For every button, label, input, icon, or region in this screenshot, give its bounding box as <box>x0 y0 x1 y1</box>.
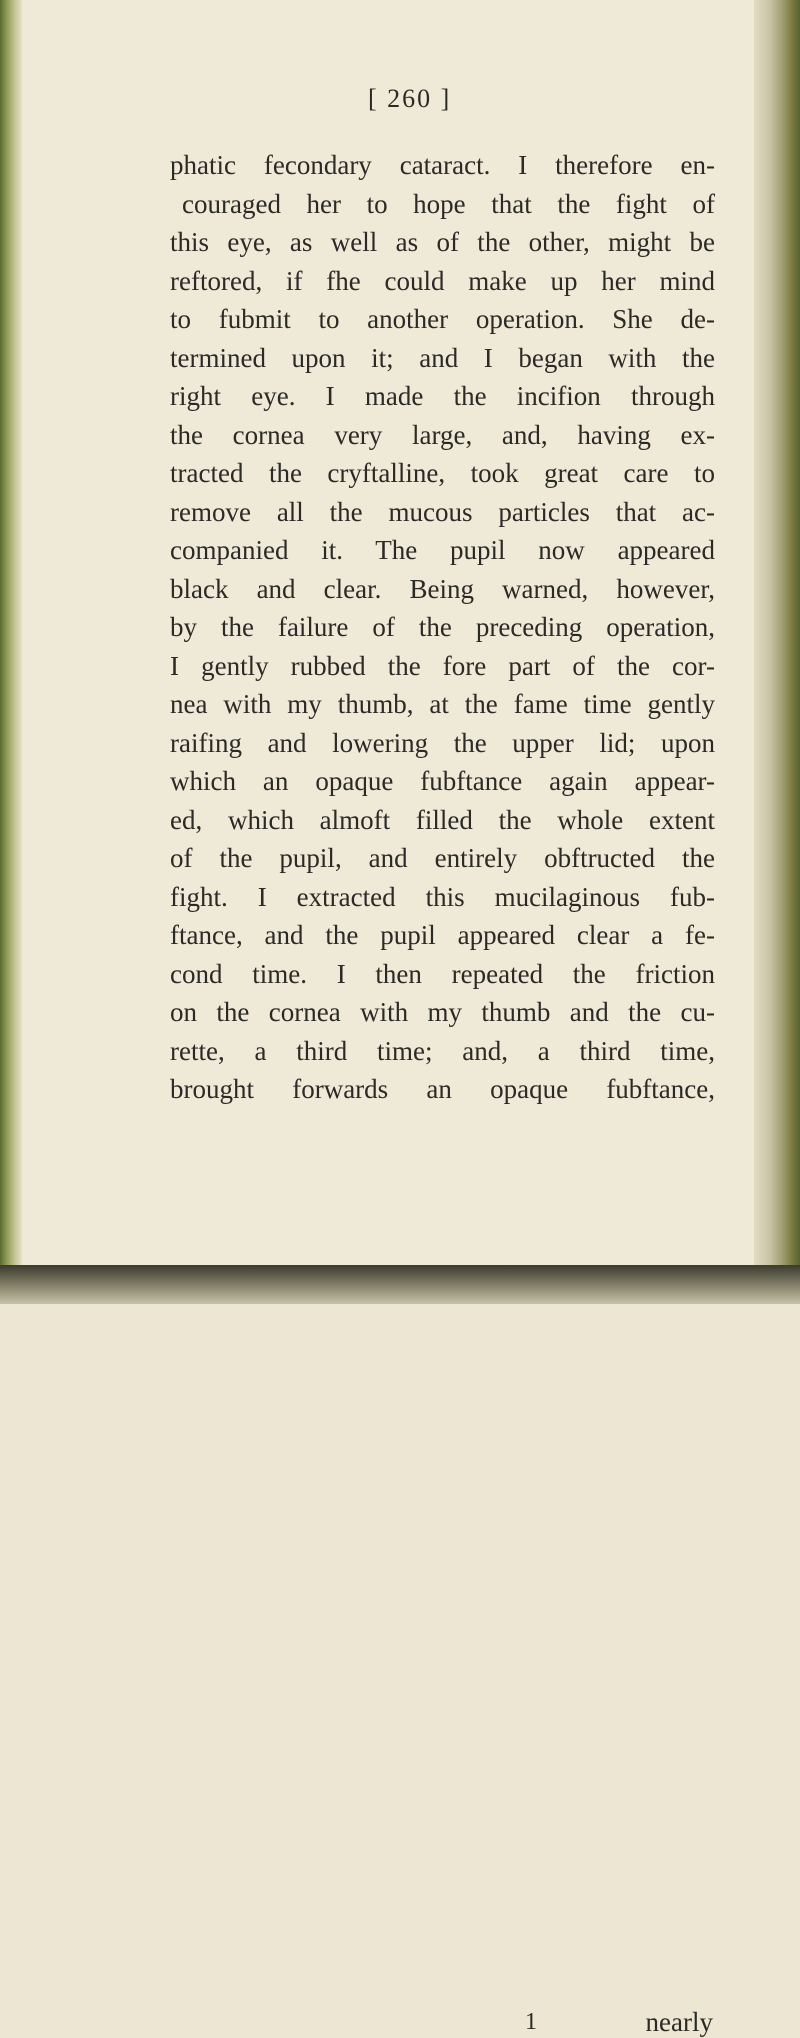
page-header: [ 260 ] <box>368 84 452 113</box>
text-line: ftance, and the pupil appeared clear a fe- <box>170 920 715 950</box>
text-line: companied it. The pupil now appeared <box>170 535 715 565</box>
signature-mark: 1 <box>525 2009 537 2035</box>
text-line: ed, which almoft filled the whole extent <box>170 804 715 835</box>
text-line: couraged her to hope that the fight of <box>182 188 715 219</box>
text-line: black and clear. Being warned, however, <box>170 573 715 604</box>
text-line: phatic fecondary cataract. I therefore en- <box>170 150 715 180</box>
text-line: reftored, if fhe could make up her mind <box>170 265 715 296</box>
text-line: cond time. I then repeated the friction <box>170 958 715 989</box>
text-line: this eye, as well as of the other, might be <box>170 227 715 257</box>
text-line: termined upon it; and I began with the <box>170 342 715 373</box>
text-line: fight. I extracted this mucilaginous fub- <box>170 881 715 912</box>
text-line: by the failure of the preceding operation, <box>170 612 715 642</box>
text-line: which an opaque fubftance again appear- <box>170 766 715 796</box>
book-edge-right <box>754 0 800 1304</box>
book-gutter-left <box>0 0 22 1304</box>
text-line: nea with my thumb, at the fame time gently <box>170 689 715 719</box>
text-line: remove all the mucous particles that ac- <box>170 496 715 527</box>
text-line: rette, a third time; and, a third time, <box>170 1035 715 1066</box>
text-line: the cornea very large, and, having ex- <box>170 419 715 450</box>
text-line: brought forwards an opaque fubftance, <box>170 1074 715 1104</box>
text-line: raifing and lowering the upper lid; upon <box>170 727 715 758</box>
book-bottom-edge <box>0 1265 800 1304</box>
text-line: of the pupil, and entirely obftructed the <box>170 843 715 873</box>
body-text <box>170 146 715 1109</box>
text-line: right eye. I made the incifion through <box>170 381 715 411</box>
text-line: I gently rubbed the fore part of the cor- <box>170 650 715 681</box>
text-line: to fubmit to another operation. She de- <box>170 304 715 334</box>
text-line: on the cornea with my thumb and the cu- <box>170 997 715 1027</box>
catchword: nearly <box>645 2007 713 2037</box>
text-line: tracted the cryftalline, took great care to <box>170 458 715 488</box>
